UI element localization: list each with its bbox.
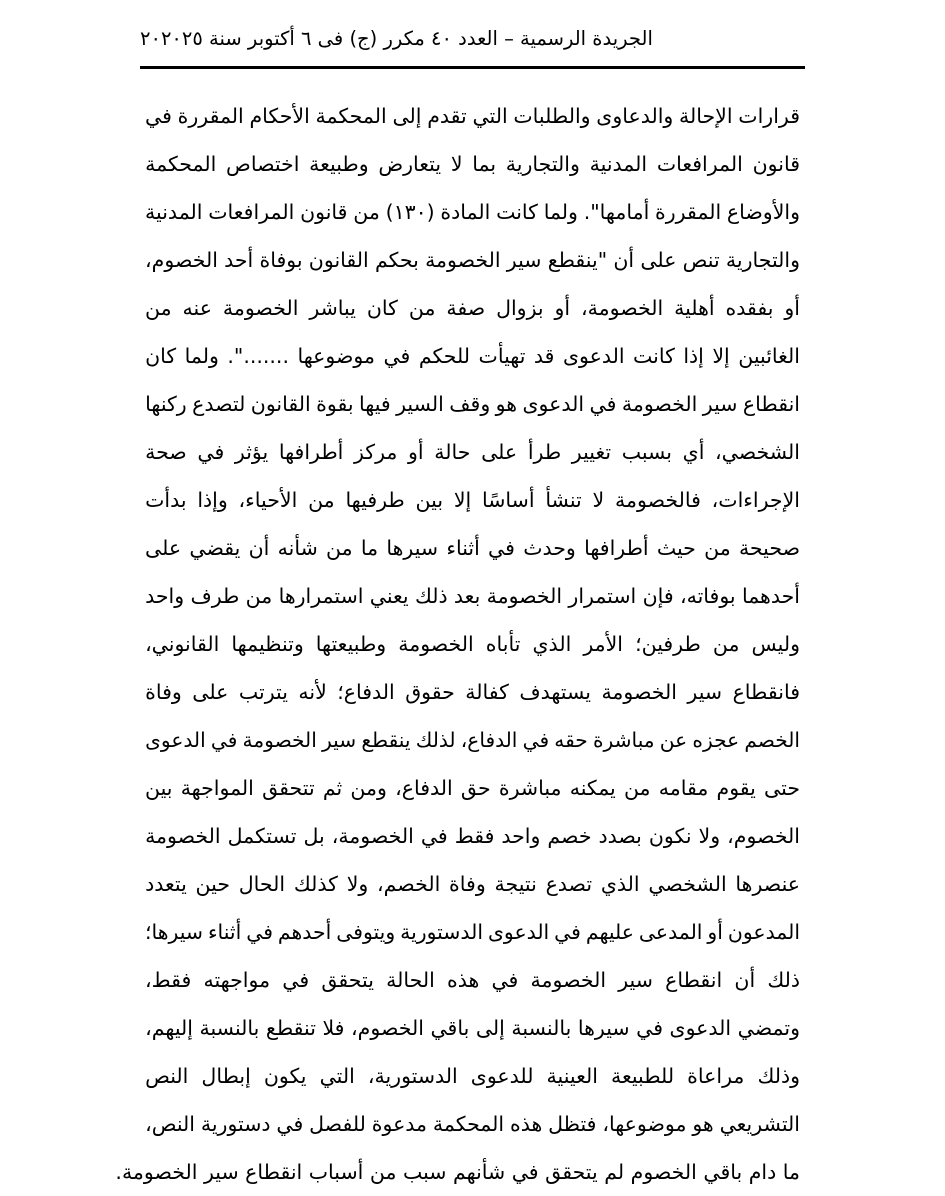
text-line: وذلك مراعاة للطبيعة العينية للدعوى الدستورية، التي يكون إبطال النص <box>145 1064 800 1088</box>
text-line: الغائبين إلا إذا كانت الدعوى قد تهيأت للحكم في موضوعها .......". ولما كان <box>145 344 800 368</box>
text-line: الإجراءات، فالخصومة لا تنشأ أساسًا إلا بين طرفيها من الأحياء، وإذا بدأت <box>145 488 800 512</box>
text-line: عنصرها الشخصي الذي تصدع نتيجة وفاة الخصم، ولا كذلك الحال حين يتعدد <box>145 872 800 896</box>
text-line: الخصوم، ولا نكون بصدد خصم واحد فقط في الخصومة، بل تستكمل الخصومة <box>145 824 800 848</box>
text-line: والتجارية تنص على أن "ينقطع سير الخصومة بحكم القانون بوفاة أحد الخصوم، <box>145 248 800 272</box>
body-text <box>115 92 800 1196</box>
text-line: الخصم عجزه عن مباشرة حقه في الدفاع، لذلك ينقطع سير الخصومة في الدعوى <box>145 728 800 752</box>
text-line: حتى يقوم مقامه من يمكنه مباشرة حق الدفاع، ومن ثم تتحقق المواجهة بين <box>145 776 800 800</box>
text-line: التشريعي هو موضوعها، فتظل هذه المحكمة مدعوة للفصل في دستورية النص، <box>145 1112 800 1136</box>
text-line: انقطاع سير الخصومة في الدعوى هو وقف السير فيها بقوة القانون لتصدع ركنها <box>145 392 800 416</box>
text-line: الشخصي، أي بسبب تغيير طرأ على حالة أو مركز أطرافها يؤثر في صحة <box>145 440 800 464</box>
text-line: أحدهما بوفاته، فإن استمرار الخصومة بعد ذلك يعني استمرارها من طرف واحد <box>145 584 800 608</box>
text-line: وليس من طرفين؛ الأمر الذي تأباه الخصومة وطبيعتها وتنظيمها القانوني، <box>145 632 800 656</box>
text-line: ما دام باقي الخصوم لم يتحقق في شأنهم سبب من أسباب انقطاع سير الخصومة. <box>115 1160 800 1184</box>
page-number: ٢٠ <box>140 27 161 51</box>
text-line: فانقطاع سير الخصومة يستهدف كفالة حقوق الدفاع؛ لأنه يترتب على وفاة <box>145 680 800 704</box>
page-title: الجريدة الرسمية – العدد ٤٠ مكرر (ج) فى ٦ أكتوبر سنة ٢٠٢٥ <box>160 27 653 51</box>
text-line: قانون المرافعات المدنية والتجارية بما لا يتعارض وطبيعة اختصاص المحكمة <box>145 152 800 176</box>
text-line: وتمضي الدعوى في سيرها بالنسبة إلى باقي الخصوم، فلا تنقطع بالنسبة إليهم، <box>145 1016 800 1040</box>
text-line: صحيحة من حيث أطرافها وحدث في أثناء سيرها ما من شأنه أن يقضي على <box>145 536 800 560</box>
text-line: قرارات الإحالة والدعاوى والطلبات التي تقدم إلى المحكمة الأحكام المقررة في <box>145 104 800 128</box>
header-divider <box>140 66 805 69</box>
text-line: والأوضاع المقررة أمامها". ولما كانت المادة (١٣٠) من قانون المرافعات المدنية <box>145 200 800 224</box>
running-head <box>140 22 805 56</box>
text-line: أو بفقده أهلية الخصومة، أو بزوال صفة من كان يباشر الخصومة عنه من <box>145 296 800 320</box>
text-line: ذلك أن انقطاع سير الخصومة في هذه الحالة يتحقق في مواجهته فقط، <box>145 968 800 992</box>
text-line: المدعون أو المدعى عليهم في الدعوى الدستورية ويتوفى أحدهم في أثناء سيرها؛ <box>145 920 800 944</box>
